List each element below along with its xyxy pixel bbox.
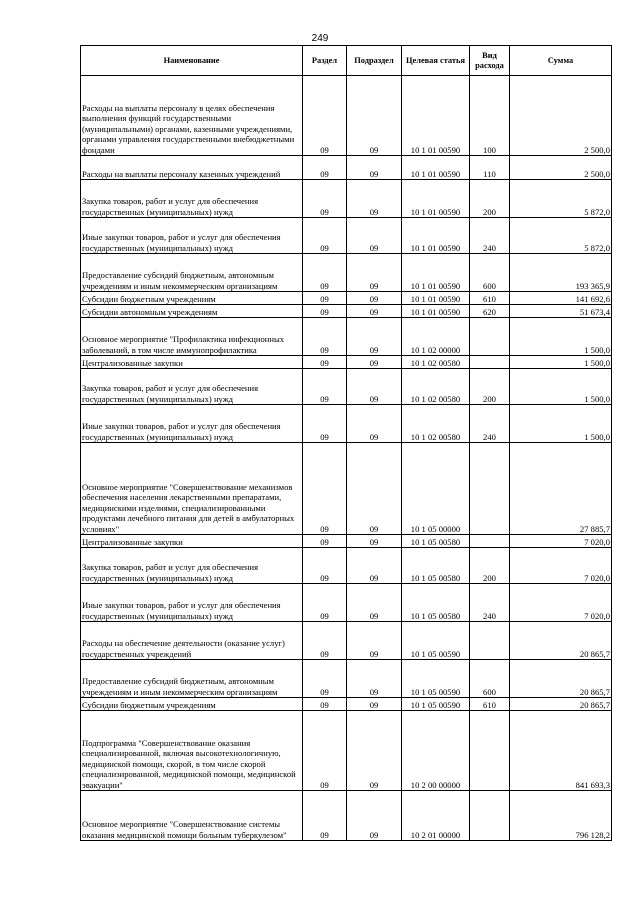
header-expense-type: Вид расхода [470,46,510,76]
cell-name: Субсидии бюджетным учреждениям [81,292,303,305]
cell-expense-type: 600 [470,660,510,698]
budget-table [80,45,612,841]
cell-name: Расходы на выплаты персоналу в целях обеспечения выполнения функций государственными (муниципальными) органами, казенными учреждениями, органами управления государственными внебюджетными фондами [81,76,303,156]
cell-target: 10 1 05 00000 [402,443,470,535]
cell-amount: 5 872,0 [510,218,612,254]
cell-subsection: 09 [347,660,402,698]
cell-section: 09 [303,698,347,711]
cell-amount: 7 020,0 [510,584,612,622]
cell-section: 09 [303,180,347,218]
cell-subsection: 09 [347,292,402,305]
cell-section: 09 [303,548,347,584]
cell-name: Субсидии бюджетным учреждениям [81,698,303,711]
cell-target: 10 2 01 00000 [402,791,470,841]
cell-subsection: 09 [347,369,402,405]
table-row [81,156,612,180]
cell-target: 10 2 00 00000 [402,711,470,791]
cell-name: Централизованные закупки [81,356,303,369]
cell-expense-type: 610 [470,292,510,305]
cell-name: Предоставление субсидий бюджетным, автономным учреждениям и иным некоммерческим организациям [81,660,303,698]
table-row [81,791,612,841]
cell-amount: 796 128,2 [510,791,612,841]
page-number: 249 [311,33,329,44]
cell-target: 10 1 01 00590 [402,218,470,254]
cell-name: Закупка товаров, работ и услуг для обеспечения государственных (муниципальных) нужд [81,369,303,405]
cell-amount: 841 693,3 [510,711,612,791]
cell-target: 10 1 01 00590 [402,76,470,156]
cell-section: 09 [303,405,347,443]
cell-expense-type: 200 [470,180,510,218]
cell-amount: 51 673,4 [510,305,612,318]
table-row [81,711,612,791]
cell-name: Основное мероприятие "Профилактика инфекционных заболеваний, в том числе иммунопрофилактика [81,318,303,356]
cell-name: Расходы на обеспечение деятельности (оказание услуг) государственных учреждений [81,622,303,660]
cell-expense-type [470,622,510,660]
cell-expense-type: 100 [470,76,510,156]
cell-subsection: 09 [347,535,402,548]
cell-name: Закупка товаров, работ и услуг для обеспечения государственных (муниципальных) нужд [81,548,303,584]
cell-amount: 7 020,0 [510,548,612,584]
cell-name: Подпрограмма "Совершенствование оказания специализированной, включая высокотехнологичную, медицинской помощи, скорой, в том числе скорой специализированной, медицинской помощи, медицинской эвакуации" [81,711,303,791]
cell-section: 09 [303,443,347,535]
cell-amount: 1 500,0 [510,318,612,356]
cell-section: 09 [303,156,347,180]
cell-name: Основное мероприятие "Совершенствование механизмов обеспечения населения лекарственными препаратами, медицинскими изделиями, специализированными продуктами лечебного питания для детей в амбулаторных условиях" [81,443,303,535]
cell-subsection: 09 [347,622,402,660]
table-row [81,622,612,660]
cell-target: 10 1 02 00580 [402,356,470,369]
header-target: Целевая статья [402,46,470,76]
cell-target: 10 1 05 00580 [402,535,470,548]
cell-section: 09 [303,305,347,318]
cell-subsection: 09 [347,791,402,841]
table-row [81,356,612,369]
cell-section: 09 [303,791,347,841]
cell-expense-type: 200 [470,369,510,405]
cell-target: 10 1 02 00580 [402,369,470,405]
cell-expense-type: 240 [470,584,510,622]
table-row [81,443,612,535]
cell-target: 10 1 05 00580 [402,584,470,622]
cell-expense-type: 110 [470,156,510,180]
cell-expense-type: 610 [470,698,510,711]
cell-subsection: 09 [347,443,402,535]
cell-section: 09 [303,254,347,292]
cell-name: Предоставление субсидий бюджетным, автономным учреждениям и иным некоммерческим организациям [81,254,303,292]
table-row [81,369,612,405]
cell-name: Централизованные закупки [81,535,303,548]
cell-expense-type [470,318,510,356]
cell-expense-type [470,791,510,841]
table-row [81,218,612,254]
cell-target: 10 1 01 00590 [402,180,470,218]
cell-amount: 1 500,0 [510,369,612,405]
table-row [81,698,612,711]
cell-expense-type: 620 [470,305,510,318]
cell-subsection: 09 [347,711,402,791]
cell-subsection: 09 [347,318,402,356]
cell-amount: 27 885,7 [510,443,612,535]
table-row [81,405,612,443]
cell-name: Иные закупки товаров, работ и услуг для обеспечения государственных (муниципальных) нужд [81,218,303,254]
cell-subsection: 09 [347,218,402,254]
table-row [81,180,612,218]
cell-expense-type: 600 [470,254,510,292]
cell-expense-type: 240 [470,405,510,443]
cell-expense-type [470,711,510,791]
table-row [81,535,612,548]
cell-expense-type: 200 [470,548,510,584]
cell-target: 10 1 05 00590 [402,622,470,660]
cell-amount: 7 020,0 [510,535,612,548]
cell-subsection: 09 [347,548,402,584]
table-row [81,292,612,305]
table-row [81,584,612,622]
cell-subsection: 09 [347,698,402,711]
table-row [81,660,612,698]
header-name: Наименование [81,46,303,76]
cell-target: 10 1 01 00590 [402,305,470,318]
cell-name: Расходы на выплаты персоналу казенных учреждений [81,156,303,180]
cell-expense-type [470,535,510,548]
cell-subsection: 09 [347,156,402,180]
cell-amount: 2 500,0 [510,76,612,156]
cell-amount: 20 865,7 [510,622,612,660]
cell-section: 09 [303,292,347,305]
cell-section: 09 [303,356,347,369]
cell-target: 10 1 02 00000 [402,318,470,356]
cell-name: Субсидии автономным учреждениям [81,305,303,318]
cell-section: 09 [303,535,347,548]
cell-target: 10 1 05 00590 [402,660,470,698]
cell-amount: 1 500,0 [510,356,612,369]
cell-section: 09 [303,711,347,791]
cell-subsection: 09 [347,76,402,156]
cell-target: 10 1 02 00580 [402,405,470,443]
cell-target: 10 1 05 00590 [402,698,470,711]
cell-name: Основное мероприятие "Совершенствование системы оказания медицинской помощи больным туберкулезом" [81,791,303,841]
cell-amount: 1 500,0 [510,405,612,443]
cell-section: 09 [303,622,347,660]
table-row [81,76,612,156]
header-subsection: Подраздел [347,46,402,76]
cell-amount: 20 865,7 [510,660,612,698]
cell-name: Иные закупки товаров, работ и услуг для обеспечения государственных (муниципальных) нужд [81,405,303,443]
header-amount: Сумма [510,46,612,76]
cell-target: 10 1 01 00590 [402,254,470,292]
cell-target: 10 1 05 00580 [402,548,470,584]
cell-section: 09 [303,584,347,622]
cell-name: Иные закупки товаров, работ и услуг для обеспечения государственных (муниципальных) нужд [81,584,303,622]
cell-expense-type: 240 [470,218,510,254]
table-row [81,318,612,356]
header-section: Раздел [303,46,347,76]
cell-subsection: 09 [347,584,402,622]
cell-amount: 141 692,6 [510,292,612,305]
cell-target: 10 1 01 00590 [402,292,470,305]
cell-amount: 193 365,9 [510,254,612,292]
cell-subsection: 09 [347,180,402,218]
cell-section: 09 [303,76,347,156]
table-row [81,548,612,584]
cell-subsection: 09 [347,254,402,292]
cell-target: 10 1 01 00590 [402,156,470,180]
table-header-row [81,46,612,76]
cell-amount: 2 500,0 [510,156,612,180]
cell-section: 09 [303,660,347,698]
cell-amount: 20 865,7 [510,698,612,711]
cell-expense-type [470,443,510,535]
cell-subsection: 09 [347,305,402,318]
cell-expense-type [470,356,510,369]
table-row [81,305,612,318]
cell-subsection: 09 [347,405,402,443]
cell-subsection: 09 [347,356,402,369]
cell-section: 09 [303,318,347,356]
cell-section: 09 [303,218,347,254]
cell-amount: 5 872,0 [510,180,612,218]
cell-name: Закупка товаров, работ и услуг для обеспечения государственных (муниципальных) нужд [81,180,303,218]
table-row [81,254,612,292]
cell-section: 09 [303,369,347,405]
